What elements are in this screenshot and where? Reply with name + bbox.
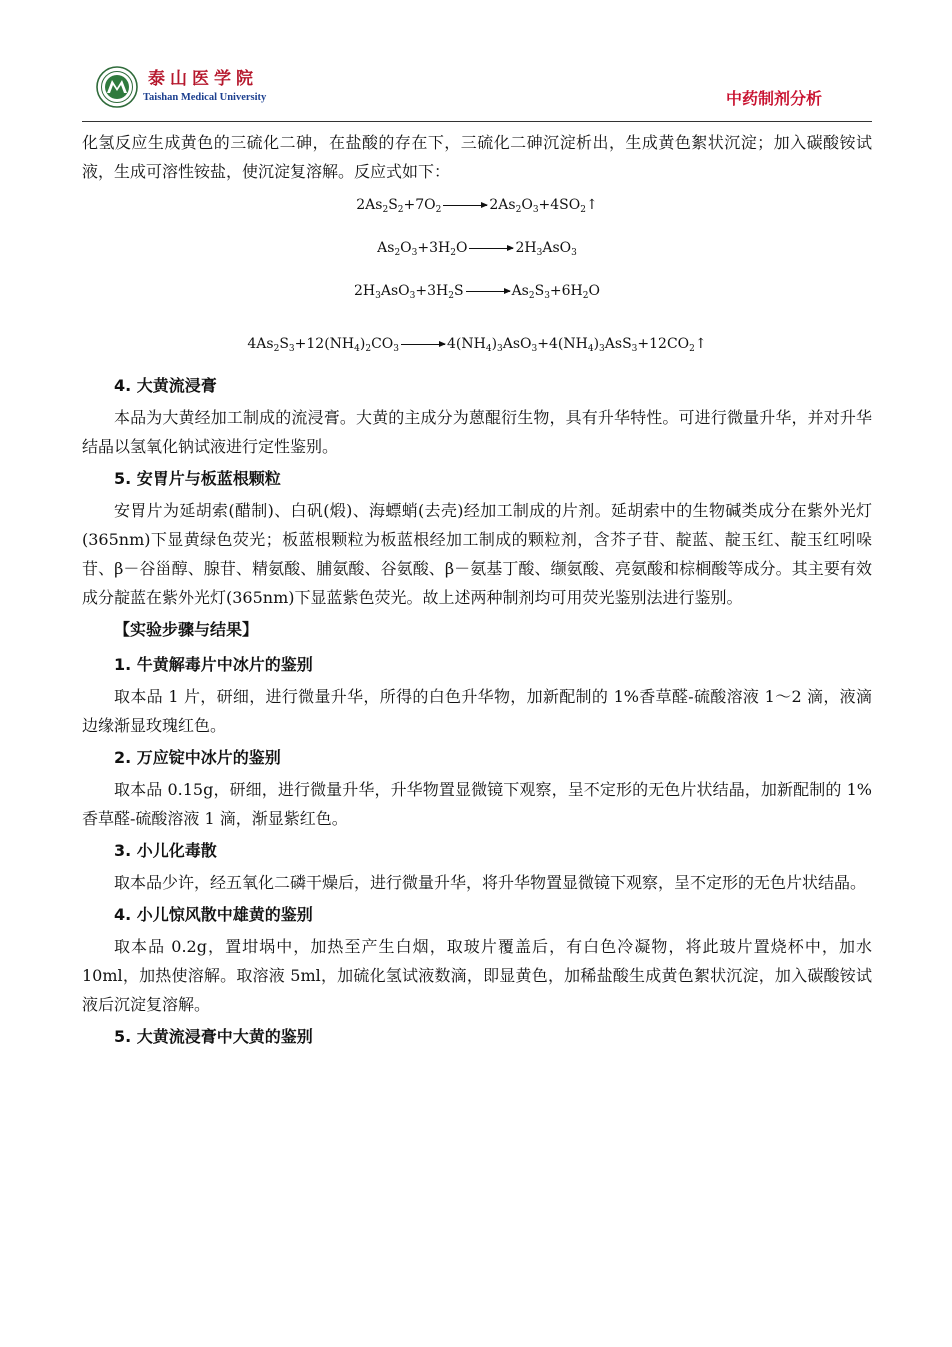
product-text: O — [521, 197, 533, 213]
section-heading: 1. 牛黄解毒片中冰片的鉴别 — [114, 655, 313, 674]
reactant-text: CO — [371, 336, 394, 352]
product-subscript: 4 — [587, 344, 594, 354]
product-subscript: 4 — [485, 344, 492, 354]
paragraph: 化氢反应生成黄色的三硫化二砷，在盐酸的存在下，三硫化二砷沉淀析出，生成黄色絮状沉淀；加入碳酸铵试液，生成可溶性铵盐，使沉淀复溶解。反应式如下： — [82, 133, 872, 181]
equation-reactants — [377, 240, 467, 256]
section-heading: 4. 小儿惊风散中雄黄的鉴别 — [114, 905, 313, 924]
paragraph: 取本品 1 片，研细，进行微量升华，所得的白色升华物，加新配制的 1%香草醛-硫酸溶液 1～2 滴，液滴边缘渐显玫瑰红色。 — [82, 687, 872, 735]
section-heading: 3. 小儿化毒散 — [114, 841, 217, 860]
product-subscript: 3 — [599, 344, 605, 354]
reactant-subscript: 3 — [409, 291, 416, 301]
reactant-subscript: 2 — [435, 205, 442, 215]
reactant-text: +3H — [415, 283, 449, 299]
product-text: ) — [593, 336, 600, 352]
product-text: 2H — [515, 240, 537, 256]
paragraph: 本品为大黄经加工制成的流浸膏。大黄的主成分为蒽醌衍生物，具有升华特性。可进行微量升华，并对升华结晶以氢氧化钠试液进行定性鉴别。 — [82, 408, 872, 456]
reaction-equation-2 — [82, 229, 872, 272]
header-divider — [82, 121, 872, 122]
product-subscript: 2 — [528, 291, 535, 301]
product-subscript: 2 — [515, 205, 522, 215]
reactant-text: 4As — [247, 336, 274, 352]
reactant-subscript: 2 — [450, 248, 456, 258]
reactant-subscript: 2 — [382, 205, 389, 215]
product-text: +12CO — [637, 336, 690, 352]
reactant-subscript: 3 — [411, 248, 418, 258]
section-heading: 4. 大黄流浸膏 — [114, 376, 217, 395]
product-text: 4(NH — [447, 336, 486, 352]
paragraph: 安胃片为延胡索(醋制)、白矾(煅)、海螵蛸(去壳)经加工制成的片剂。延胡索中的生物碱类成分在紫外光灯(365nm)下显黄绿色荧光；板蓝根颗粒为板蓝根经加工制成的颗粒剂，含芥子苷、靛蓝、靛玉红、靛玉红吲哚苷、β－谷甾醇、腺苷、精氨酸、脯氨酸、谷氨酸、β－氨基丁酸、缬氨酸、亮氨酸和棕榈酸等成分。其主要有效成分靛蓝在紫外光灯(365nm)下显蓝紫色荧光。故上述两种制剂均可用荧光鉴别法进行鉴别。 — [82, 501, 872, 607]
reactant-text: S — [279, 336, 289, 352]
reactant-subscript: 2 — [394, 248, 401, 258]
product-subscript: 3 — [544, 291, 550, 301]
reaction-arrow-icon — [401, 344, 445, 345]
reactant-text: 2H — [354, 283, 376, 299]
section-heading: 5. 大黄流浸膏中大黄的鉴别 — [114, 1027, 313, 1046]
reactant-subscript: 4 — [354, 344, 360, 354]
reactant-text: ) — [359, 336, 366, 352]
product-subscript: 3 — [631, 344, 638, 354]
product-subscript: 3 — [536, 248, 543, 258]
institution-name-cn: 泰山医学院 — [148, 69, 258, 89]
reactant-text: 2As — [356, 197, 383, 213]
section-heading: 【实验步骤与结果】 — [114, 620, 259, 639]
product-text: AsS — [604, 336, 632, 352]
reactant-text: S — [388, 197, 398, 213]
reactant-text: +7O — [403, 197, 436, 213]
reactant-text: AsO — [380, 283, 410, 299]
product-text: +4SO — [538, 197, 581, 213]
section-heading: 2. 万应锭中冰片的鉴别 — [114, 748, 281, 767]
reactant-subscript: 3 — [375, 291, 381, 301]
equation-products — [512, 283, 600, 299]
product-text: AsO — [542, 240, 572, 256]
equation-products — [515, 240, 576, 256]
product-text: ↑ — [694, 336, 707, 352]
reaction-equation-3 — [82, 272, 872, 315]
reactant-subscript: 2 — [365, 344, 372, 354]
reaction-equation-4 — [82, 325, 872, 368]
reactant-text: O — [455, 240, 468, 256]
product-text: AsO — [502, 336, 532, 352]
product-text: ↑ — [586, 197, 598, 213]
product-subscript: 3 — [531, 344, 538, 354]
equation-reactants — [247, 336, 399, 352]
equation-reactants — [356, 197, 441, 213]
reactant-text: As — [377, 240, 395, 256]
product-text: 2As — [489, 197, 516, 213]
reactant-subscript: 2 — [397, 205, 404, 215]
product-text: S — [534, 283, 545, 299]
reactant-text: +12(NH — [294, 336, 355, 352]
paragraph: 取本品 0.2g，置坩埚中，加热至产生白烟，取玻片覆盖后，有白色冷凝物，将此玻片置烧杯中，加水 10ml，加热使溶解。取溶液 5ml，加硫化氢试液数滴，即显黄色，加稀盐酸生成黄色絮状沉淀，加入碳酸铵试液后沉淀复溶解。 — [82, 937, 872, 1014]
reactant-subscript: 3 — [393, 344, 399, 354]
university-seal-icon — [96, 66, 138, 108]
product-text: O — [588, 283, 600, 299]
course-title: 中药制剂分析 — [725, 89, 822, 108]
reactant-subscript: 2 — [448, 291, 454, 301]
reaction-equation-1 — [82, 186, 872, 229]
product-text: ) — [491, 336, 498, 352]
reaction-arrow-icon — [466, 291, 510, 292]
reactant-subscript: 3 — [288, 344, 295, 354]
product-subscript: 3 — [497, 344, 503, 354]
document-body — [82, 128, 872, 1054]
page-header — [96, 62, 872, 122]
reaction-arrow-icon — [443, 205, 487, 206]
institution-name-en: Taishan Medical University — [143, 92, 267, 103]
product-subscript: 3 — [571, 248, 577, 258]
product-text: +4(NH — [537, 336, 588, 352]
reactant-text: S — [453, 283, 464, 299]
reaction-arrow-icon — [469, 248, 513, 249]
product-text: As — [511, 283, 529, 299]
reactant-text: O — [400, 240, 412, 256]
reactant-subscript: 2 — [273, 344, 280, 354]
section-heading: 5. 安胃片与板蓝根颗粒 — [114, 469, 281, 488]
paragraph: 取本品 0.15g，研细，进行微量升华，升华物置显微镜下观察，呈不定形的无色片状结晶，加新配制的 1%香草醛-硫酸溶液 1 滴，渐显紫红色。 — [82, 780, 872, 828]
product-subscript: 2 — [582, 291, 589, 301]
product-subscript: 2 — [580, 205, 586, 215]
reactant-text: +3H — [417, 240, 451, 256]
equation-reactants — [354, 283, 464, 299]
equation-products — [489, 197, 597, 213]
paragraph: 取本品少许，经五氧化二磷干燥后，进行微量升华，将升华物置显微镜下观察，呈不定形的无色片状结晶。 — [114, 873, 867, 892]
product-subscript: 3 — [532, 205, 539, 215]
product-subscript: 2 — [689, 344, 695, 354]
equation-products — [447, 336, 707, 352]
product-text: +6H — [549, 283, 583, 299]
